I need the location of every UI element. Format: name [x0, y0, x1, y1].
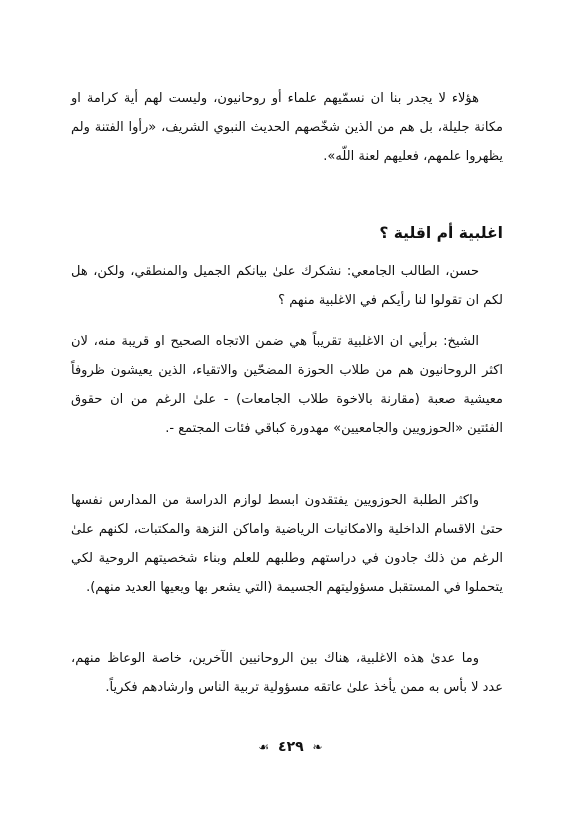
paragraph-text: حسن، الطالب الجامعي: نشكرك علىٰ بيانكم الجميل والمنطقي، ولكن، هل لكم ان تقولوا لنا رأيكم في الاغلبية منهم ؟	[71, 264, 503, 308]
page-number: ٤٢٩	[278, 739, 304, 755]
paragraph-preachers	[71, 644, 503, 702]
section-heading: اغلبية أم اقلية ؟	[379, 224, 503, 242]
page-footer	[0, 737, 581, 757]
ornament-right-icon: ❧	[312, 740, 323, 754]
paragraph-text: الشيخ: برأيي ان الاغلبية تقريباً هي ضمن الاتجاه الصحيح او قريبة منه، لان اكثر الروحانيون هم من طلاب الحوزة المضحّين والاتقياء، الذين يعيشون ظروفاً معيشية صعبة (مقارنة بالاخوة طلاب الجامعات) - علىٰ الرغم من ان حقوق الفئتين «الحوزويين والجامعيين» مهدورة كباقي فئات المجتمع -.	[71, 334, 503, 436]
paragraph-text: واكثر الطلبة الحوزويين يفتقدون ابسط لوازم الدراسة من المدارس نفسها حتىٰ الاقسام الداخلية والامكانيات الرياضية واماكن النزهة والمكتبات، لكنهم علىٰ الرغم من ذلك جادون في دراستهم وطلبهم للعلم وبناء شخصيتهم الروحية لكي يتحملوا في المستقبل مسؤوليتهم الجسيمة (التي يشعر بها ويعيها العديد منهم).	[71, 493, 503, 595]
paragraph-hawza-students	[71, 486, 503, 602]
paragraph-question	[71, 257, 503, 315]
paragraph-intro-quote	[71, 84, 503, 171]
paragraph-text: وما عدىٰ هذه الاغلبية، هناك بين الروحانيين الآخرين، خاصة الوعاظ منهم، عدد لا بأس به ممن يأخذ علىٰ عاتقه مسؤولية تربية الناس وارشادهم فكرياً.	[71, 651, 503, 695]
paragraph-text: هؤلاء لا يجدر بنا ان نسمّيهم علماء أو روحانيون، وليست لهم أية كرامة او مكانة جليلة، بل هم من الذين شخّصهم الحديث النبوي الشريف، «رأوا الفتنة ولم يظهروا علمهم، فعليهم لعنة اللّه».	[71, 91, 503, 164]
paragraph-sheikh-answer	[71, 327, 503, 443]
ornament-left-icon: ☙	[258, 740, 270, 754]
